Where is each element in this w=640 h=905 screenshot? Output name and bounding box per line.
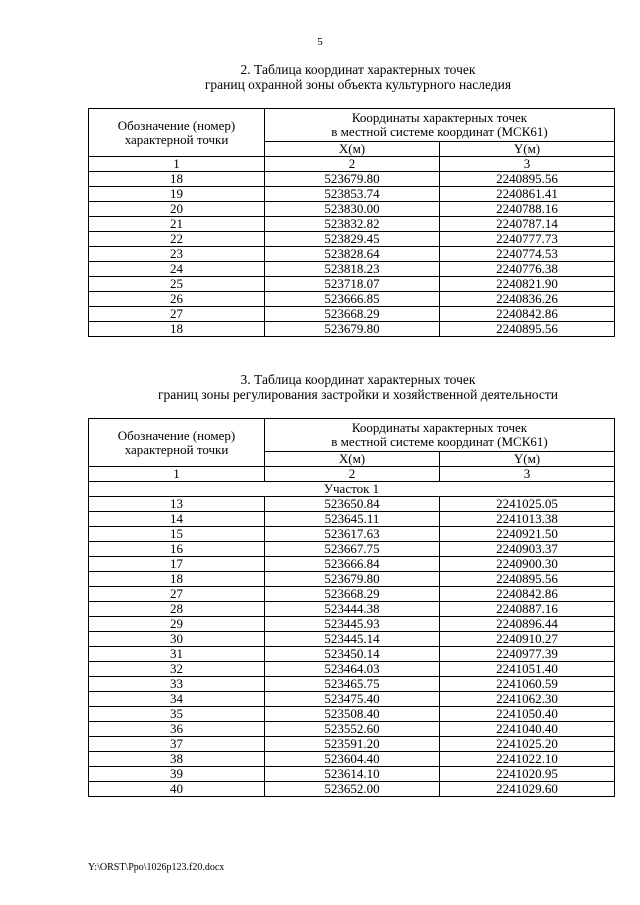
- x-coordinate-cell: 523718.07: [265, 277, 440, 292]
- x-coordinate-cell: 523679.80: [265, 572, 440, 587]
- table2-coordinates: [88, 108, 615, 337]
- x-coordinate-cell: 523830.00: [265, 202, 440, 217]
- x-coordinate-cell: 523832.82: [265, 217, 440, 232]
- table-row: [89, 187, 615, 202]
- y-coordinate-cell: 2240777.73: [440, 232, 615, 247]
- x-coordinate-cell: 523508.40: [265, 707, 440, 722]
- point-number-cell: 23: [89, 247, 265, 262]
- y-coordinate-cell: 2241013.38: [440, 512, 615, 527]
- col-number: 3: [440, 467, 615, 482]
- x-coordinate-cell: 523450.14: [265, 647, 440, 662]
- table-row: [89, 217, 615, 232]
- point-number-cell: 18: [89, 572, 265, 587]
- y-coordinate-cell: 2241062.30: [440, 692, 615, 707]
- x-coordinate-cell: 523679.80: [265, 322, 440, 337]
- point-number-cell: 39: [89, 767, 265, 782]
- x-coordinate-cell: 523652.00: [265, 782, 440, 797]
- x-coordinate-cell: 523464.03: [265, 662, 440, 677]
- table-row: [89, 527, 615, 542]
- section-row: [89, 482, 615, 497]
- table-row: [89, 617, 615, 632]
- point-number-cell: 31: [89, 647, 265, 662]
- point-number-cell: 34: [89, 692, 265, 707]
- point-number-cell: 38: [89, 752, 265, 767]
- table-row: [89, 602, 615, 617]
- y-coordinate-cell: 2240910.27: [440, 632, 615, 647]
- header-point-label: Обозначение (номер) характерной точки: [89, 109, 265, 157]
- x-coordinate-cell: 523444.38: [265, 602, 440, 617]
- x-coordinate-cell: 523668.29: [265, 307, 440, 322]
- point-number-cell: 14: [89, 512, 265, 527]
- table-row: [89, 572, 615, 587]
- point-number-cell: 37: [89, 737, 265, 752]
- table-row: [89, 767, 615, 782]
- header-y: Y(м): [440, 452, 615, 467]
- table3-title-line2: границ зоны регулирования застройки и хозяйственной деятельности: [158, 387, 558, 402]
- table3-title-line1: 3. Таблица координат характерных точек: [240, 372, 476, 387]
- x-coordinate-cell: 523591.20: [265, 737, 440, 752]
- x-coordinate-cell: 523679.80: [265, 172, 440, 187]
- y-coordinate-cell: 2241020.95: [440, 767, 615, 782]
- y-coordinate-cell: 2240788.16: [440, 202, 615, 217]
- point-number-cell: 32: [89, 662, 265, 677]
- header-coords-label: Координаты характерных точек в местной системе координат (МСК61): [265, 419, 615, 452]
- section-label: Участок 1: [89, 482, 615, 497]
- y-coordinate-cell: 2240896.44: [440, 617, 615, 632]
- table-row: [89, 202, 615, 217]
- x-coordinate-cell: 523445.14: [265, 632, 440, 647]
- point-number-cell: 24: [89, 262, 265, 277]
- y-coordinate-cell: 2240895.56: [440, 322, 615, 337]
- table-row: [89, 497, 615, 512]
- y-coordinate-cell: 2241022.10: [440, 752, 615, 767]
- point-number-cell: 33: [89, 677, 265, 692]
- x-coordinate-cell: 523475.40: [265, 692, 440, 707]
- header-x: X(м): [265, 452, 440, 467]
- x-coordinate-cell: 523668.29: [265, 587, 440, 602]
- x-coordinate-cell: 523645.11: [265, 512, 440, 527]
- point-number-cell: 20: [89, 202, 265, 217]
- col-number: 1: [89, 467, 265, 482]
- table2-title: [88, 62, 628, 92]
- table-row: [89, 722, 615, 737]
- table-row: [89, 322, 615, 337]
- y-coordinate-cell: 2240842.86: [440, 307, 615, 322]
- table3-header: [89, 419, 615, 497]
- header-x: X(м): [265, 142, 440, 157]
- point-number-cell: 19: [89, 187, 265, 202]
- x-coordinate-cell: 523666.84: [265, 557, 440, 572]
- table-row: [89, 647, 615, 662]
- y-coordinate-cell: 2240895.56: [440, 172, 615, 187]
- y-coordinate-cell: 2241025.05: [440, 497, 615, 512]
- y-coordinate-cell: 2240836.26: [440, 292, 615, 307]
- x-coordinate-cell: 523650.84: [265, 497, 440, 512]
- y-coordinate-cell: 2241029.60: [440, 782, 615, 797]
- header-point-label: Обозначение (номер) характерной точки: [89, 419, 265, 467]
- y-coordinate-cell: 2240921.50: [440, 527, 615, 542]
- y-coordinate-cell: 2240787.14: [440, 217, 615, 232]
- footer-file-path: Y:\ORST\Ppo\1026p123.f20.docx: [88, 862, 225, 873]
- table-row: [89, 542, 615, 557]
- table-row: [89, 587, 615, 602]
- table-row: [89, 307, 615, 322]
- table-row: [89, 247, 615, 262]
- point-number-cell: 25: [89, 277, 265, 292]
- table2-title-line2: границ охранной зоны объекта культурного наследия: [204, 77, 512, 92]
- y-coordinate-cell: 2241025.20: [440, 737, 615, 752]
- table-row: [89, 557, 615, 572]
- table-row: [89, 232, 615, 247]
- table-row: [89, 692, 615, 707]
- table-row: [89, 737, 615, 752]
- point-number-cell: 22: [89, 232, 265, 247]
- table-row: [89, 172, 615, 187]
- x-coordinate-cell: 523445.93: [265, 617, 440, 632]
- table-row: [89, 782, 615, 797]
- point-number-cell: 36: [89, 722, 265, 737]
- table-row: [89, 292, 615, 307]
- y-coordinate-cell: 2241050.40: [440, 707, 615, 722]
- point-number-cell: 35: [89, 707, 265, 722]
- y-coordinate-cell: 2240900.30: [440, 557, 615, 572]
- x-coordinate-cell: 523666.85: [265, 292, 440, 307]
- table-row: [89, 707, 615, 722]
- column-number-row: [89, 157, 615, 172]
- y-coordinate-cell: 2241040.40: [440, 722, 615, 737]
- y-coordinate-cell: 2240895.56: [440, 572, 615, 587]
- point-number-cell: 18: [89, 322, 265, 337]
- page-number: 5: [317, 36, 323, 48]
- point-number-cell: 26: [89, 292, 265, 307]
- col-number: 2: [265, 467, 440, 482]
- y-coordinate-cell: 2240774.53: [440, 247, 615, 262]
- header-y: Y(м): [440, 142, 615, 157]
- point-number-cell: 27: [89, 587, 265, 602]
- col-number: 2: [265, 157, 440, 172]
- x-coordinate-cell: 523614.10: [265, 767, 440, 782]
- point-number-cell: 40: [89, 782, 265, 797]
- point-number-cell: 30: [89, 632, 265, 647]
- y-coordinate-cell: 2241051.40: [440, 662, 615, 677]
- table2-title-line1: 2. Таблица координат характерных точек: [240, 62, 476, 77]
- col-number: 3: [440, 157, 615, 172]
- x-coordinate-cell: 523604.40: [265, 752, 440, 767]
- y-coordinate-cell: 2240977.39: [440, 647, 615, 662]
- x-coordinate-cell: 523667.75: [265, 542, 440, 557]
- point-number-cell: 21: [89, 217, 265, 232]
- table-row: [89, 512, 615, 527]
- y-coordinate-cell: 2240903.37: [440, 542, 615, 557]
- point-number-cell: 27: [89, 307, 265, 322]
- table3-coordinates: [88, 418, 615, 797]
- x-coordinate-cell: 523818.23: [265, 262, 440, 277]
- point-number-cell: 16: [89, 542, 265, 557]
- col-number: 1: [89, 157, 265, 172]
- y-coordinate-cell: 2240861.41: [440, 187, 615, 202]
- point-number-cell: 13: [89, 497, 265, 512]
- column-number-row: [89, 467, 615, 482]
- x-coordinate-cell: 523853.74: [265, 187, 440, 202]
- table-row: [89, 277, 615, 292]
- table2-header: [89, 109, 615, 172]
- x-coordinate-cell: 523829.45: [265, 232, 440, 247]
- x-coordinate-cell: 523465.75: [265, 677, 440, 692]
- y-coordinate-cell: 2240887.16: [440, 602, 615, 617]
- x-coordinate-cell: 523552.60: [265, 722, 440, 737]
- table-row: [89, 677, 615, 692]
- point-number-cell: 15: [89, 527, 265, 542]
- table-row: [89, 662, 615, 677]
- table2-rows: [89, 172, 615, 337]
- y-coordinate-cell: 2240842.86: [440, 587, 615, 602]
- table-row: [89, 632, 615, 647]
- y-coordinate-cell: 2240776.38: [440, 262, 615, 277]
- table3-title: [88, 372, 628, 402]
- table-row: [89, 262, 615, 277]
- point-number-cell: 28: [89, 602, 265, 617]
- header-coords-label: Координаты характерных точек в местной системе координат (МСК61): [265, 109, 615, 142]
- table-row: [89, 752, 615, 767]
- point-number-cell: 18: [89, 172, 265, 187]
- y-coordinate-cell: 2241060.59: [440, 677, 615, 692]
- y-coordinate-cell: 2240821.90: [440, 277, 615, 292]
- x-coordinate-cell: 523617.63: [265, 527, 440, 542]
- x-coordinate-cell: 523828.64: [265, 247, 440, 262]
- point-number-cell: 17: [89, 557, 265, 572]
- table3-rows: [89, 497, 615, 797]
- point-number-cell: 29: [89, 617, 265, 632]
